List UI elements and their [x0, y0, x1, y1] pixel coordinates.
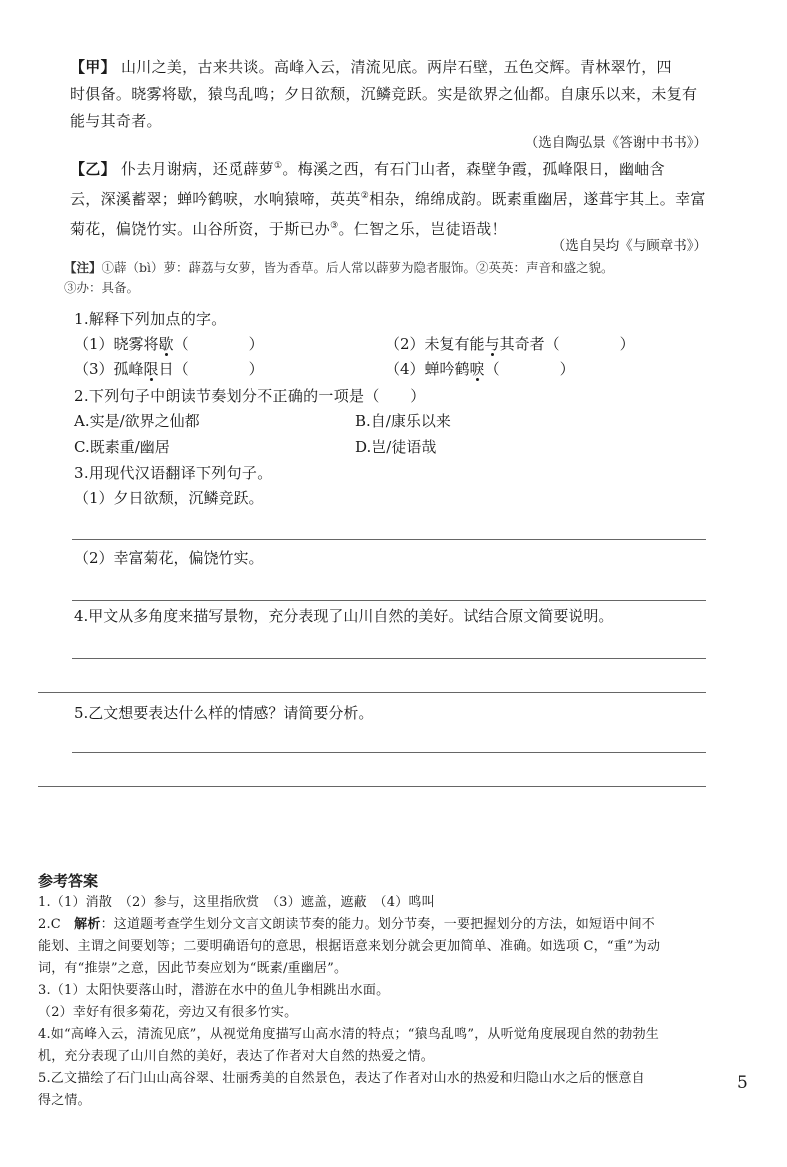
question-3-1: （1）夕日欲颓，沉鳞竞跃。	[74, 489, 264, 507]
question-2: 2.下列句子中朗读节奏划分不正确的一项是（ ）	[74, 387, 426, 405]
footnote-mark-1: ①	[274, 161, 283, 171]
analysis-label: 解析	[74, 917, 101, 932]
passage-yi-line2: 云，深溪蓄翠；蝉吟鹤唳，水响猿啼，英英②相杂，绵绵成韵。既素重幽居，遂葺宇其上。幸富	[70, 190, 706, 208]
passage-jia-source: （选自陶弘景《答谢中书书》）	[524, 135, 707, 151]
q1-item-3: （3）孤峰限日（ ）	[74, 360, 264, 378]
passage-yi-source: （选自吴均《与顾章书》）	[551, 238, 707, 254]
notes-line2: ③办：具备。	[64, 280, 140, 295]
answer-line[interactable]	[72, 658, 706, 659]
passage-jia-line2: 时俱备。晓雾将歇，猿鸟乱鸣；夕日欲颓，沉鳞竞跃。实是欲界之仙都。自康乐以来，未复有	[70, 85, 698, 103]
q2-option-c: C.既素重/幽居	[74, 438, 170, 456]
dotted-char: 与	[484, 335, 500, 353]
question-1: 1.解释下列加点的字。	[74, 310, 227, 328]
answer-5-line2: 得之情。	[38, 1093, 91, 1108]
answers-body	[38, 892, 728, 1112]
passage-jia-label: 【甲】	[70, 58, 116, 76]
question-4: 4.甲文从多角度来描写景物，充分表现了山川自然的美好。试结合原文简要说明。	[74, 607, 614, 625]
q2-option-a: A.实是/欲界之仙都	[74, 412, 200, 430]
answer-5-line1: 5.乙文描绘了石门山山高谷翠、壮丽秀美的自然景色，表达了作者对山水的热爱和归隐山水之后的惬意自	[38, 1071, 645, 1086]
answers-title: 参考答案	[38, 872, 99, 890]
q2-option-d: D.岂/徒语哉	[355, 438, 437, 456]
page-number: 5	[737, 1073, 748, 1093]
notes	[64, 258, 724, 298]
passage-jia	[70, 54, 720, 135]
answer-line[interactable]	[72, 539, 706, 540]
passage-yi-line1: 【乙】 仆去月谢病，还觅薜萝①。梅溪之西，有石门山者，森壁争霞，孤峰限日，幽岫含	[70, 160, 665, 178]
answer-2-line2: 能划、主谓之间要划等；二要明确语句的意思，根据语意来划分就会更加简单、准确。如选项 C，“重”为动	[38, 939, 661, 954]
passage-yi	[70, 153, 720, 243]
q1-item-4: （4）蝉吟鹤唳（ ）	[385, 360, 575, 378]
passage-yi-label: 【乙】	[70, 160, 116, 178]
answer-line[interactable]	[72, 752, 706, 753]
q1-item-2: （2）未复有能与其奇者（ ）	[385, 335, 635, 353]
notes-label: 【注】	[64, 260, 102, 275]
notes-line1: 【注】①薜（bì）萝：薜荔与女萝，皆为香草。后人常以薜萝为隐者服饰。②英英：声音和盛之貌。	[64, 260, 614, 275]
answer-2-line3: 词，有“推崇”之意，因此节奏应划为“既素/重幽居”。	[38, 961, 348, 976]
answer-1: 1.（1）消散 （2）参与，这里指欣赏 （3）遮盖，遮蔽 （4）鸣叫	[38, 895, 435, 910]
passage-jia-line1: 【甲】 山川之美，古来共谈。高峰入云，清流见底。两岸石壁，五色交辉。青林翠竹，四	[70, 58, 672, 76]
answer-line[interactable]	[38, 786, 706, 787]
q2-option-b: B.自/康乐以来	[355, 412, 451, 430]
passage-yi-line3: 菊花，偏饶竹实。山谷所资，于斯已办③。仁智之乐，岂徒语哉！	[70, 220, 507, 238]
q1-item-1: （1）晓雾将歇（ ）	[74, 335, 264, 353]
answer-3-1: 3.（1）太阳快要落山时，潜游在水中的鱼儿争相跳出水面。	[38, 983, 390, 998]
dotted-char: 歇	[158, 335, 174, 353]
dotted-char: 唳	[469, 360, 485, 378]
footnote-mark-3: ③	[330, 221, 339, 231]
question-3-2: （2）幸富菊花，偏饶竹实。	[74, 549, 264, 567]
question-5: 5.乙文想要表达什么样的情感？请简要分析。	[74, 704, 374, 722]
answer-4-line1: 4.如“高峰入云，清流见底”，从视觉角度描写山高水清的特点；“猿鸟乱鸣”，从听觉角度展现自然的勃勃生	[38, 1027, 659, 1042]
answer-4-line2: 机，充分表现了山川自然的美好，表达了作者对大自然的热爱之情。	[38, 1049, 435, 1064]
answer-3-2: （2）幸好有很多菊花，旁边又有很多竹实。	[38, 1005, 298, 1020]
dotted-char: 限	[143, 360, 159, 378]
question-3: 3.用现代汉语翻译下列句子。	[74, 464, 273, 482]
answer-line[interactable]	[72, 600, 706, 601]
answer-line[interactable]	[38, 692, 706, 693]
passage-jia-line3: 能与其奇者。	[70, 112, 162, 130]
footnote-mark-2: ②	[360, 191, 370, 201]
answer-2-line1: 2.C 解析：这道题考查学生划分文言文朗读节奏的能力。划分节奏，一要把握划分的方法，如短语中间不	[38, 917, 655, 932]
